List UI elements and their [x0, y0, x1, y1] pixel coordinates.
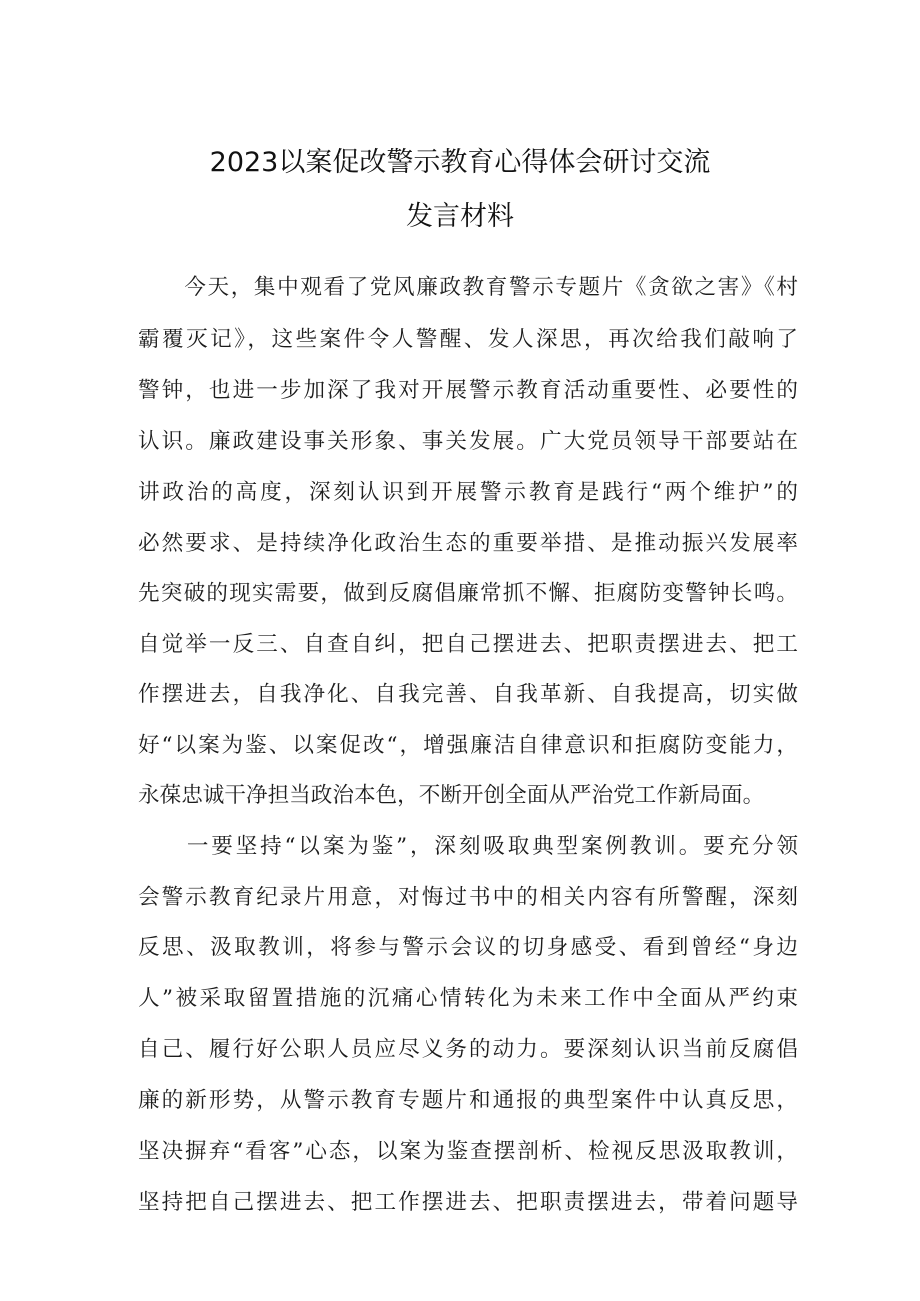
paragraph-1-line: 永葆忠诚干净担当政治本色，不断开创全面从严治党工作新局面。: [138, 783, 765, 808]
paragraph-1-line: 今天，集中观看了党风廉政教育警示专题片《贪欲之害》《村: [138, 275, 798, 300]
document-title-line-2: 发言材料: [406, 201, 514, 232]
paragraph-1-line: 作摆进去，自我净化、自我完善、自我革新、自我提高，切实做: [138, 682, 798, 707]
paragraph-1-line: 自觉举一反三、自查自纠，把自己摆进去、把职责摆进去、把工: [138, 632, 798, 657]
paragraph-1-line: 霸覆灭记》，这些案件令人警醒、发人深思，再次给我们敲响了: [138, 327, 798, 352]
paragraph-1-line: 先突破的现实需要，做到反腐倡廉常抓不懈、拒腐防变警钟长鸣。: [138, 581, 798, 606]
paragraph-2-line: 自己、履行好公职人员应尽义务的动力。要深刻认识当前反腐倡: [138, 1037, 798, 1062]
paragraph-2-line: 坚持把自己摆进去、把工作摆进去、把职责摆进去，带着问题导: [138, 1190, 798, 1215]
paragraph-1-line: 认识。廉政建设事关形象、事关发展。广大党员领导干部要站在: [138, 429, 798, 454]
paragraph-2-line: 人”被采取留置措施的沉痛心情转化为未来工作中全面从严约束: [138, 986, 798, 1011]
document-title-line-1: 2023以案促改警示教育心得体会研讨交流: [209, 147, 711, 178]
paragraph-2-line: 反思、汲取教训，将参与警示会议的切身感受、看到曾经“身边: [138, 935, 798, 960]
paragraph-2-line: 一要坚持“以案为鉴”，深刻吸取典型案例教训。要充分领: [138, 834, 798, 859]
paragraph-1-line: 警钟，也进一步加深了我对开展警示教育活动重要性、必要性的: [138, 378, 798, 403]
paragraph-2-line: 会警示教育纪录片用意，对悔过书中的相关内容有所警醒，深刻: [138, 885, 798, 910]
paragraph-2-line: 廉的新形势，从警示教育专题片和通报的典型案件中认真反思，: [138, 1088, 798, 1113]
paragraph-1-line: 讲政治的高度，深刻认识到开展警示教育是践行“两个维护”的: [138, 480, 798, 505]
paragraph-2-line: 坚决摒弃“看客”心态，以案为鉴查摆剖析、检视反思汲取教训，: [138, 1139, 798, 1164]
paragraph-1-line: 必然要求、是持续净化政治生态的重要举措、是推动振兴发展率: [138, 531, 798, 556]
paragraph-1-line: 好“以案为鉴、以案促改“，增强廉洁自律意识和拒腐防变能力，: [138, 733, 798, 758]
